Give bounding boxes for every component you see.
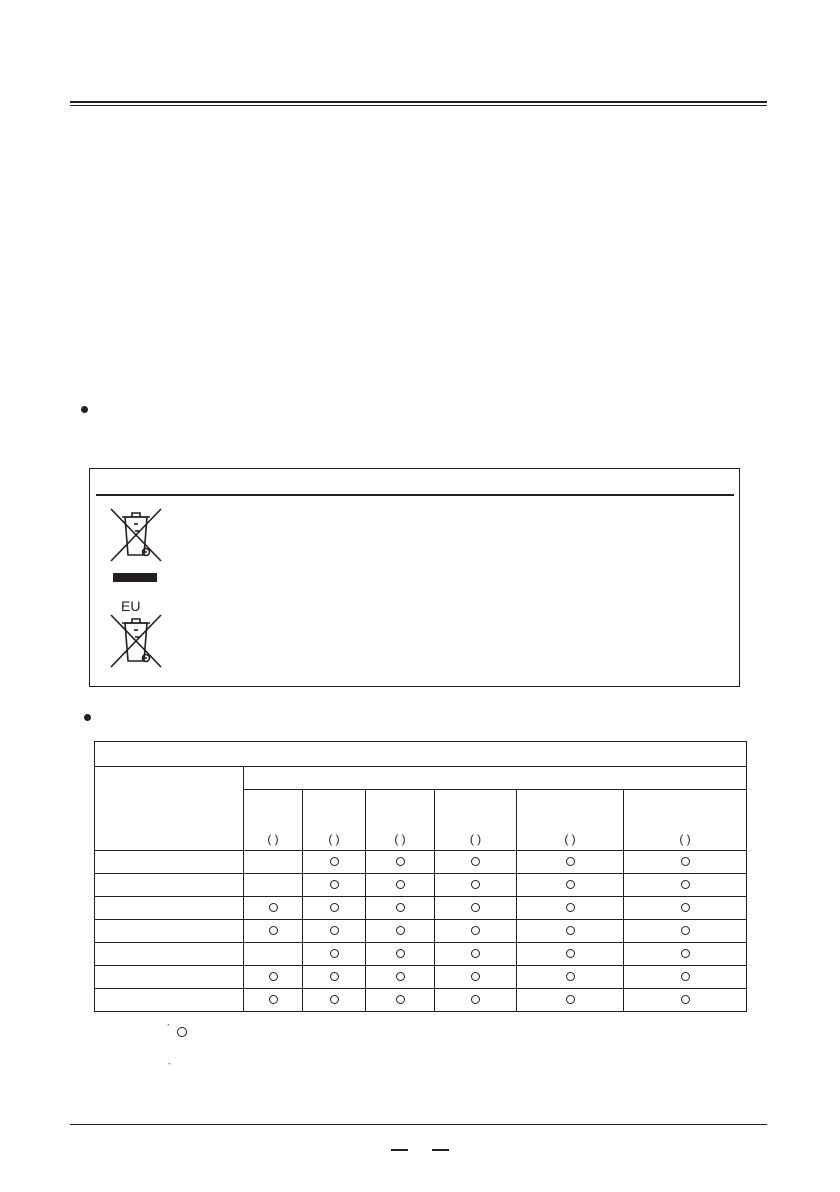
substance-status-cell (435, 943, 517, 966)
below-limit-circle-icon (396, 880, 405, 889)
unit-label: ( ) (328, 832, 340, 846)
below-limit-circle-icon (566, 995, 575, 1004)
substance-status-cell (624, 920, 747, 943)
below-limit-circle-icon (681, 995, 690, 1004)
substance-status-cell (435, 920, 517, 943)
substance-status-cell (366, 943, 435, 966)
below-limit-circle-icon (471, 880, 480, 889)
below-limit-circle-icon (566, 972, 575, 981)
disposal-info-box (89, 468, 740, 687)
part-name-cell (95, 874, 244, 897)
below-limit-circle-icon (396, 949, 405, 958)
substance-status-cell (303, 920, 366, 943)
substance-status-cell (244, 966, 303, 989)
below-limit-circle-icon (396, 995, 405, 1004)
substance-status-cell (366, 874, 435, 897)
below-limit-circle-icon (681, 949, 690, 958)
part-name-cell (95, 966, 244, 989)
bullet-hazardous (84, 714, 91, 721)
below-limit-circle-icon (681, 972, 690, 981)
part-name-cell (95, 920, 244, 943)
eu-label: EU (121, 598, 141, 614)
substance-status-cell (624, 989, 747, 1012)
substance-status-cell (435, 874, 517, 897)
unit-label: ( ) (267, 832, 279, 846)
below-limit-circle-icon (471, 995, 480, 1004)
below-limit-circle-icon (681, 880, 690, 889)
unit-label: ( ) (469, 832, 482, 846)
substance-status-cell (303, 989, 366, 1012)
substance-status-cell (244, 897, 303, 920)
unit-label: ( ) (679, 832, 691, 846)
table-row (95, 897, 747, 920)
table-row (95, 851, 747, 874)
note-mark-2: ` (168, 1062, 171, 1072)
below-limit-circle-icon (330, 903, 339, 912)
substance-unit-cell (303, 790, 366, 851)
below-limit-circle-icon (566, 880, 575, 889)
substance-status-cell (303, 851, 366, 874)
substance-group-header-cell (244, 767, 747, 790)
below-limit-circle-icon (330, 972, 339, 981)
substance-status-cell (624, 897, 747, 920)
substance-status-cell (517, 943, 624, 966)
table-row (95, 874, 747, 897)
part-name-cell (95, 851, 244, 874)
substance-status-cell (435, 897, 517, 920)
substance-status-cell (517, 966, 624, 989)
page-number-dash-right (432, 1149, 449, 1151)
part-name-cell (95, 897, 244, 920)
substance-status-cell (303, 897, 366, 920)
substance-status-cell (624, 851, 747, 874)
substance-status-cell (244, 851, 303, 874)
bullet-disposal (81, 406, 88, 413)
substance-status-cell (244, 920, 303, 943)
substance-status-cell (366, 920, 435, 943)
substance-status-cell (517, 897, 624, 920)
separate-collection-bar (113, 573, 157, 582)
substance-status-cell (517, 851, 624, 874)
substance-unit-cell (517, 790, 624, 851)
substance-status-cell (517, 874, 624, 897)
below-limit-circle-icon (330, 880, 339, 889)
substance-status-cell (624, 966, 747, 989)
substance-status-cell (435, 966, 517, 989)
below-limit-circle-icon (269, 972, 278, 981)
below-limit-circle-icon (330, 949, 339, 958)
substance-status-cell (366, 851, 435, 874)
table-row (95, 966, 747, 989)
below-limit-circle-icon (471, 903, 480, 912)
table-caption-cell (95, 742, 747, 767)
crossed-out-bin-icon (108, 507, 164, 563)
substance-status-cell (624, 874, 747, 897)
unit-label: ( ) (564, 832, 576, 846)
below-limit-circle-icon (471, 926, 480, 935)
substance-unit-cell (624, 790, 747, 851)
substance-status-cell (244, 989, 303, 1012)
substance-unit-cell (435, 790, 517, 851)
below-limit-circle-icon (566, 949, 575, 958)
substance-status-cell (366, 966, 435, 989)
substance-status-cell (366, 897, 435, 920)
substance-unit-cell (366, 790, 435, 851)
below-limit-circle-icon (471, 972, 480, 981)
substance-status-cell (624, 943, 747, 966)
below-limit-circle-icon (681, 857, 690, 866)
substance-unit-cell (244, 790, 303, 851)
table-row (95, 943, 747, 966)
below-limit-circle-icon (566, 857, 575, 866)
substance-status-cell (366, 989, 435, 1012)
hazardous-substances-table (94, 741, 747, 1012)
page-number-dash-left (391, 1149, 408, 1151)
below-limit-circle-icon (681, 926, 690, 935)
below-limit-circle-icon (269, 926, 278, 935)
header-rule-thick (70, 101, 767, 103)
below-limit-circle-icon (330, 857, 339, 866)
below-limit-circle-icon (396, 857, 405, 866)
part-name-cell (95, 943, 244, 966)
part-name-cell (95, 989, 244, 1012)
below-limit-circle-icon (396, 903, 405, 912)
below-limit-circle-icon (396, 972, 405, 981)
below-limit-circle-icon (396, 926, 405, 935)
substance-status-cell (244, 943, 303, 966)
note-mark-1: ` (167, 1023, 170, 1033)
header-rule-thin (70, 105, 767, 106)
substance-status-cell (303, 874, 366, 897)
footer-rule (70, 1124, 767, 1125)
substance-status-cell (435, 851, 517, 874)
substance-status-cell (517, 920, 624, 943)
below-limit-circle-icon (330, 926, 339, 935)
substance-status-cell (303, 966, 366, 989)
below-limit-circle-icon (471, 857, 480, 866)
table-row (95, 920, 747, 943)
crossed-out-bin-icon-eu (108, 613, 164, 669)
below-limit-circle-icon (566, 926, 575, 935)
part-name-header-cell (95, 767, 244, 851)
below-limit-circle-icon (681, 903, 690, 912)
below-limit-circle-icon (330, 995, 339, 1004)
substance-status-cell (244, 874, 303, 897)
table-row (95, 989, 747, 1012)
below-limit-circle-icon (471, 949, 480, 958)
unit-label: ( ) (394, 832, 406, 846)
substance-status-cell (517, 989, 624, 1012)
disposal-box-rule (96, 494, 734, 496)
substance-status-cell (435, 989, 517, 1012)
note-circle-symbol (177, 1027, 187, 1037)
below-limit-circle-icon (269, 995, 278, 1004)
substance-status-cell (303, 943, 366, 966)
below-limit-circle-icon (566, 903, 575, 912)
below-limit-circle-icon (269, 903, 278, 912)
